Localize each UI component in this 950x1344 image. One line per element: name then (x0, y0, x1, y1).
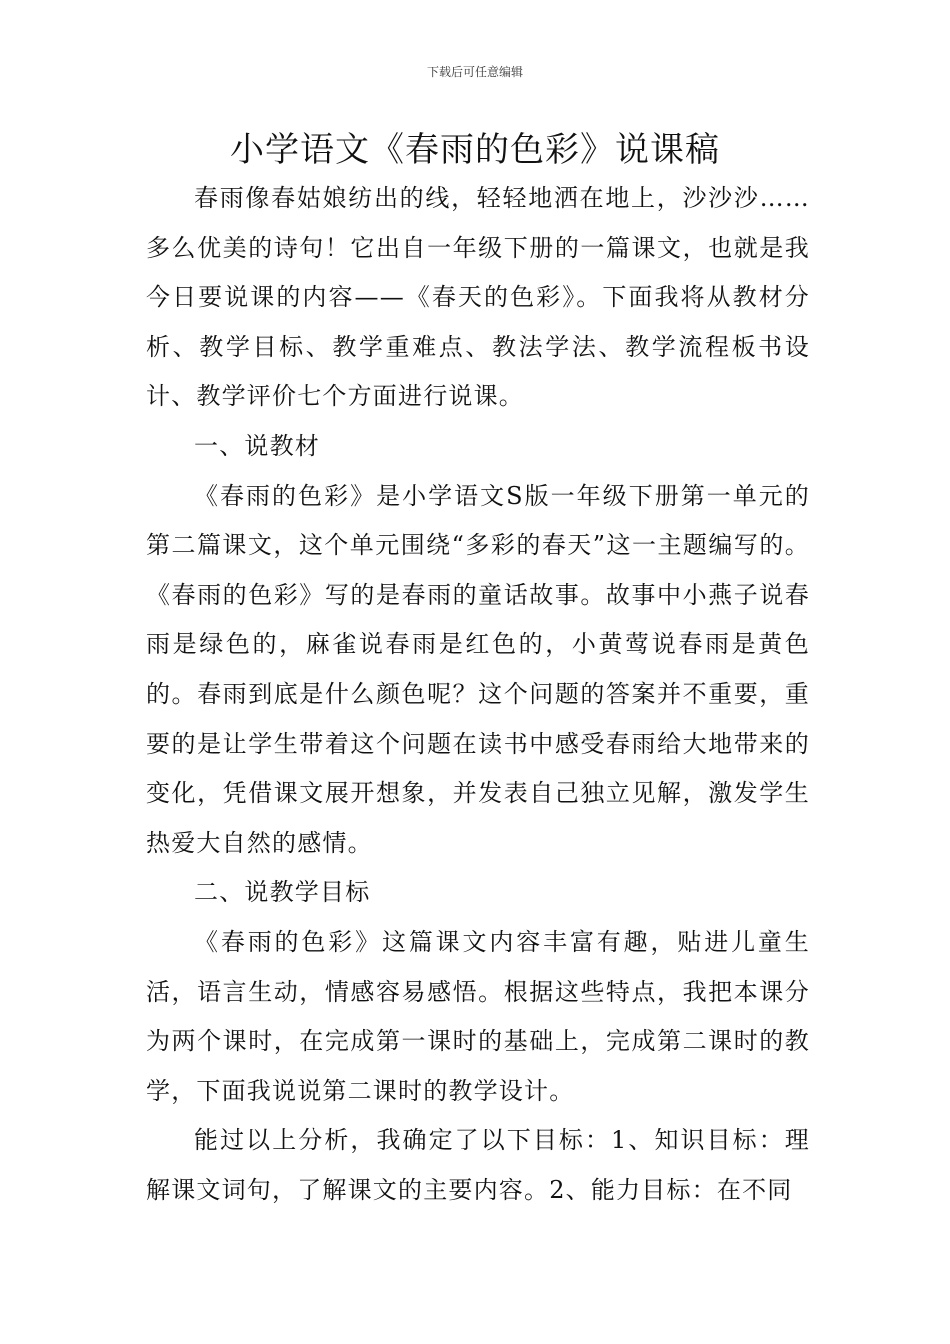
section-heading-textbook: 一、说教材 (194, 431, 320, 460)
intro-paragraph: 春雨像春姑娘纺出的线，轻轻地洒在地上，沙沙沙……多么优美的诗句！它出自一年级下册的一篇课文，也就是我今日要说课的内容——《春天的色彩》。下面我将从教材分析、教学目标、教学重难点、教法学法、教学流程板书设计、教学评价七个方面进行说课。 (146, 184, 810, 411)
header-note: 下载后可任意编辑 (426, 65, 523, 79)
document-body (146, 174, 810, 1215)
objectives-paragraph: 能过以上分析，我确定了以下目标：1、知识目标：理解课文词句，了解课文的主要内容。2、能力目标：在不同 (146, 1126, 810, 1204)
textbook-paragraph: 《春雨的色彩》是小学语文S版一年级下册第一单元的第二篇课文，这个单元围绕“多彩的春天”这一主题编写的。《春雨的色彩》写的是春雨的童话故事。故事中小燕子说春雨是绿色的，麻雀说春雨是红色的，小黄莺说春雨是黄色的。春雨到底是什么颜色呢？这个问题的答案并不重要，重要的是让学生带着这个问题在读书中感受春雨给大地带来的变化，凭借课文展开想象，并发表自己独立见解，激发学生热爱大自然的感情。 (146, 481, 810, 857)
goals-paragraph: 《春雨的色彩》这篇课文内容丰富有趣，贴进儿童生活，语言生动，情感容易感悟。根据这些特点，我把本课分为两个课时，在完成第一课时的基础上，完成第二课时的教学，下面我说说第二课时的教学设计。 (146, 927, 810, 1105)
section-heading-goals: 二、说教学目标 (194, 878, 371, 907)
document-title: 小学语文《春雨的色彩》说课稿 (230, 130, 720, 170)
